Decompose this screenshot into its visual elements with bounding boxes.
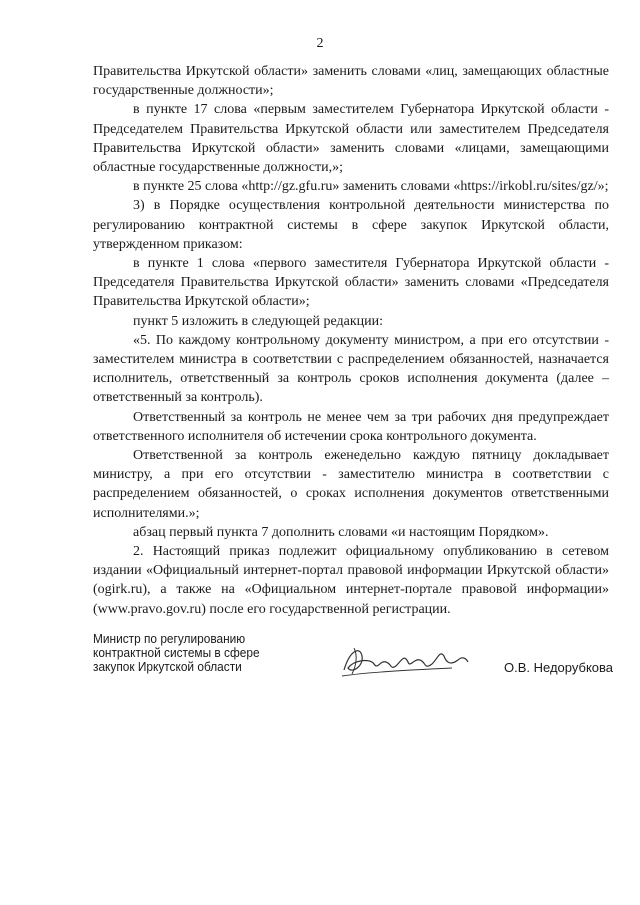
paragraph: абзац первый пункта 7 дополнить словами «и настоящим Порядком». (133, 524, 549, 540)
paragraph: 2. Настоящий приказ подлежит официальному опубликованию в сетевом издании «Официальный интернет-портал правовой информации Иркутской области» (ogirk.ru), а также на «Официальном интернет-портале правовой информации» (www.pravo.gov.ru) после его государственной регистрации. (93, 544, 609, 617)
paragraph: в пункте 17 слова «первым заместителем Губернатора Иркутской области - Председателем Правительства Иркутской области или заместителем Председателя Правительства Иркутской области» заменить словами «лицами, замещающими областные государственные должности,»; (93, 102, 609, 176)
signatory-position (93, 632, 312, 674)
paragraph: Ответственный за контроль не менее чем за три рабочих дня предупреждает ответственного исполнителя об истечении срока контрольного документа. (93, 409, 609, 444)
document-body (93, 62, 609, 619)
signatory-position-line: контрактной системы в сфере (93, 646, 260, 660)
signatory-position-line: Министр по регулированию (93, 632, 246, 646)
page-number: 2 (316, 36, 324, 51)
signatory-position-line: закупок Иркутской области (93, 660, 242, 674)
paragraph: Ответственной за контроль еженедельно каждую пятницу докладывает министру, а при его отсутствии - заместителю министра в соответствии с распределением обязанностей, о сроках исполнения документов ответственными исполнителями.»; (93, 448, 609, 521)
paragraph: в пункте 1 слова «первого заместителя Губернатора Иркутской области - Председателя Правительства Иркутской области» заменить словами «Председателя Правительства Иркутской области»; (93, 256, 609, 310)
handwritten-signature (340, 640, 470, 684)
paragraph: Правительства Иркутской области» заменить словами «лиц, замещающих областные государственные должности»; (93, 64, 609, 99)
signatory-name: О.В. Недорубкова (504, 660, 613, 675)
paragraph: пункт 5 изложить в следующей редакции: (133, 313, 383, 329)
paragraph: «5. По каждому контрольному документу министром, а при его отсутствии - заместителем министра в соответствии с распределением обязанностей, назначается исполнитель, ответственный за контроль сроков исполнения документа (далее – ответственный за контроль). (93, 332, 609, 406)
paragraph: 3) в Порядке осуществления контрольной деятельности министерства по регулированию контрактной системы в сфере закупок Иркутской области, утвержденном приказом: (93, 198, 609, 252)
paragraph: в пункте 25 слова «http://gz.gfu.ru» заменить словами «https://irkobl.ru/sites/gz/»; (133, 179, 609, 195)
